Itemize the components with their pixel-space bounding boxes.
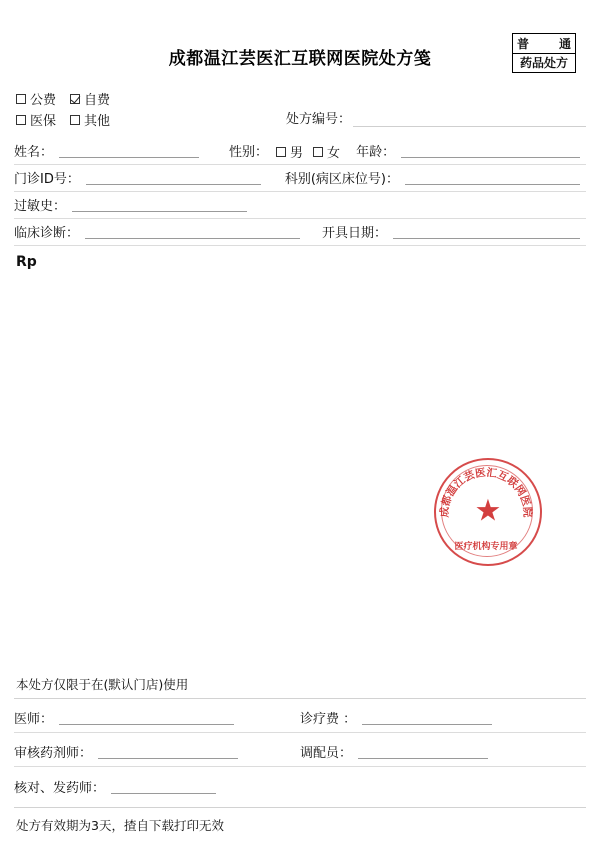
prescription-number-field: [286, 108, 586, 127]
signature-row-pharmacist-dispenser: [14, 733, 586, 767]
allergy-label: 过敏史：: [14, 199, 67, 214]
review-pharmacist-label: 审核药剂师：: [14, 746, 93, 761]
payment-option-label: 医保: [30, 114, 57, 129]
prescription-number-value[interactable]: [353, 112, 586, 127]
check-dispense-label: 核对、发药师：: [14, 781, 106, 796]
validity-note: 处方有效期为3天，揸自下载打印无效: [14, 807, 586, 834]
star-icon: ★: [474, 493, 502, 529]
rx-type-label: 药品处方: [519, 56, 568, 70]
consult-fee-label: 诊疗费 ：: [300, 712, 357, 727]
checkbox-checked-icon[interactable]: [70, 94, 80, 104]
prescription-number-label: 处方编号：: [286, 112, 352, 127]
rp-label: Rp: [16, 254, 37, 270]
payment-option-public[interactable]: [16, 89, 56, 108]
checkbox-icon[interactable]: [16, 115, 26, 125]
diagnosis-label: 临床诊断：: [14, 226, 80, 241]
name-label: 姓名：: [14, 145, 54, 160]
issue-date-input[interactable]: [393, 237, 580, 239]
document-footer: [14, 671, 586, 834]
allergy-input[interactable]: [72, 210, 247, 212]
dispenser-input[interactable]: [358, 757, 488, 759]
payment-options: [16, 88, 124, 130]
issue-date-label: 开具日期：: [322, 226, 388, 241]
checkbox-icon[interactable]: [313, 147, 323, 157]
age-input[interactable]: [401, 156, 580, 158]
dispenser-field: [300, 742, 586, 766]
official-seal: [434, 458, 542, 566]
checkbox-icon[interactable]: [276, 147, 286, 157]
payment-option-label: 其他: [84, 114, 111, 129]
outpatient-id-label: 门诊ID号：: [14, 172, 80, 187]
check-dispense-field: [14, 777, 300, 801]
payment-options-row-2: [16, 109, 124, 130]
payment-type-block: [14, 88, 586, 132]
seal-ring-text: 成都温江芸医汇互联网医院: [438, 466, 534, 518]
payment-options-row-1: [16, 88, 124, 109]
checkbox-icon[interactable]: [70, 115, 80, 125]
info-row-name-gender-age: [14, 138, 586, 165]
seal-bottom-text: 医疗机构专用章: [454, 542, 518, 552]
payment-option-label: 公费: [30, 93, 57, 108]
dispenser-label: 调配员：: [300, 746, 353, 761]
checkbox-icon[interactable]: [16, 94, 26, 104]
diagnosis-input[interactable]: [85, 237, 300, 239]
patient-info-section: [14, 138, 586, 246]
rx-type-char-right: 通: [558, 37, 571, 51]
payment-option-selfpay[interactable]: [70, 89, 110, 108]
page-title: 成都温江芸医汇互联网医院处方笺: [168, 49, 432, 69]
payment-option-label: 自费: [84, 93, 111, 108]
gender-option-label: 女: [327, 146, 341, 161]
gender-option-label: 男: [290, 146, 304, 161]
info-row-diagnosis-date: [14, 219, 586, 246]
name-input[interactable]: [59, 156, 199, 158]
review-pharmacist-field: [14, 742, 300, 766]
prescription-type-box: [512, 33, 576, 73]
doctor-field: [14, 708, 300, 732]
gender-option-female[interactable]: [313, 142, 340, 161]
doctor-label: 医师：: [14, 712, 54, 727]
age-label: 年龄：: [356, 145, 396, 160]
consult-fee-input[interactable]: [362, 723, 492, 725]
consult-fee-field: [300, 708, 586, 732]
payment-option-insurance[interactable]: [16, 110, 56, 129]
doctor-input[interactable]: [59, 723, 234, 725]
payment-option-other[interactable]: [70, 110, 110, 129]
signature-row-check-dispense: [14, 767, 586, 801]
department-input[interactable]: [405, 183, 580, 185]
rx-type-char-left: 普: [517, 37, 530, 51]
document-header: [14, 0, 586, 70]
review-pharmacist-input[interactable]: [98, 757, 238, 759]
usage-note: 本处方仅限于在(默认门店)使用: [14, 671, 586, 699]
prescription-body[interactable]: [14, 270, 586, 648]
gender-options: [268, 142, 350, 164]
department-label: 科别(病区床位号)：: [284, 172, 400, 187]
gender-option-male[interactable]: [276, 142, 303, 161]
info-row-allergy: [14, 192, 586, 219]
info-row-id-department: [14, 165, 586, 192]
signature-row-doctor-fee: [14, 699, 586, 733]
gender-label: 性别：: [229, 145, 269, 160]
outpatient-id-input[interactable]: [86, 183, 261, 185]
check-dispense-input[interactable]: [111, 792, 216, 794]
